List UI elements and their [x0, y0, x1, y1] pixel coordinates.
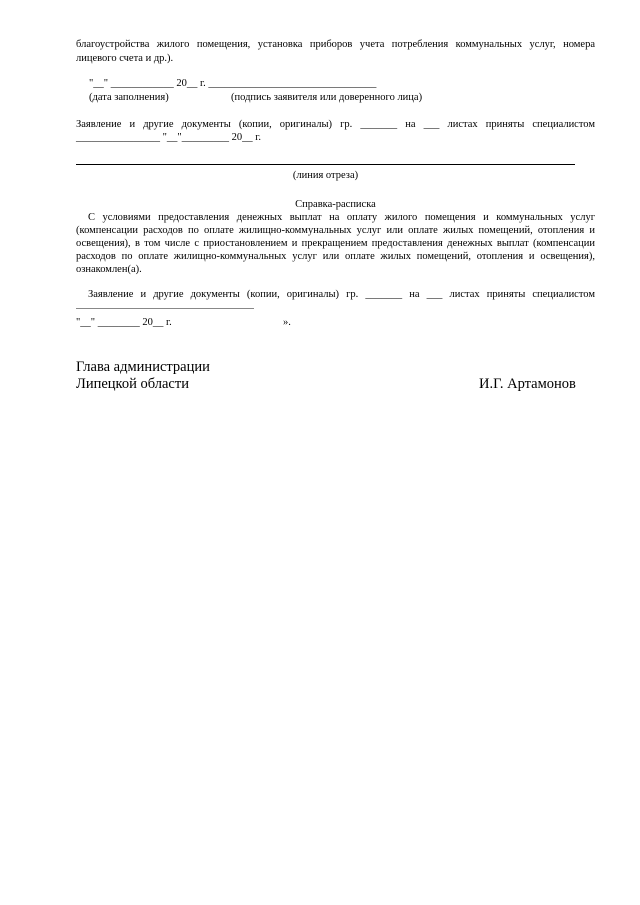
signature-title-line2: Липецкой области [76, 376, 189, 392]
cut-line [76, 164, 575, 165]
accept2-quote-end: ». [283, 317, 291, 328]
specialist-line [76, 308, 254, 309]
paragraph-top-line2: лицевого счета и др.). [76, 53, 174, 64]
receipt-line2: (компенсации расходов по оплате жилищно-коммунальных услуг или оплате жилых помещений, отопления и [76, 225, 595, 236]
cut-line-caption: (линия отреза) [292, 170, 359, 181]
accept1-line2: ________________ "__"_________ 20__ г. [76, 132, 261, 143]
sign-caption: (подпись заявителя или доверенного лица) [231, 92, 423, 103]
paragraph-top-line1: благоустройства жилого помещения, установка приборов учета потребления коммунальных услуг, номера [76, 39, 595, 50]
accept2-line1: Заявление и другие документы (копии, оригиналы) гр. _______ на ___ листах приняты специалистом [88, 289, 595, 300]
receipt-title: Справка-расписка [295, 199, 376, 210]
date-caption: (дата заполнения) [89, 92, 169, 103]
signature-title-line1: Глава администрации [76, 359, 210, 375]
receipt-line4: расходов по оплате жилищно-коммунальных услуг или оплате жилых помещений, отопления и освещения), [76, 251, 595, 262]
receipt-line5: ознакомлен(а). [76, 264, 142, 275]
receipt-line3: освещения), в том числе с приостановлением и прекращением предоставления денежных выплат (компенсации [76, 238, 595, 249]
accept2-date: "__" ________ 20__ г. [76, 317, 172, 328]
accept1-line1: Заявление и другие документы (копии, оригиналы) гр. _______ на ___ листах приняты специалистом [76, 119, 595, 130]
receipt-line1: С условиями предоставления денежных выплат на оплату жилого помещения и коммунальных услуг [88, 212, 595, 223]
signature-name: И.Г. Артамонов [479, 376, 576, 392]
date-sign-line: "__" ____________ 20__ г. ________________________________ [89, 78, 377, 89]
